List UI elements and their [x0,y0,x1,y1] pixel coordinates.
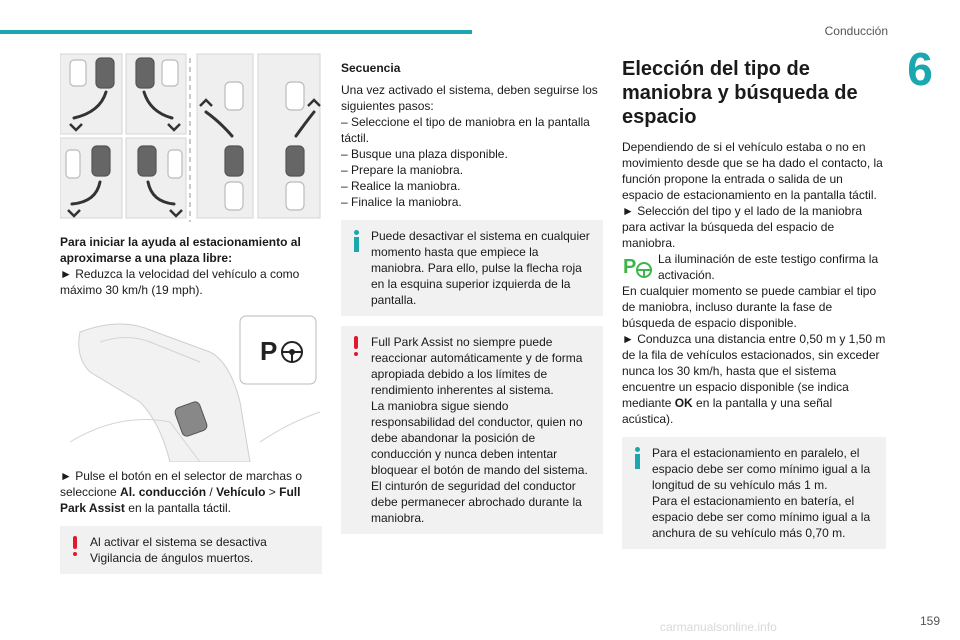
indicator-text: La iluminación de este testigo confirma la activación. [658,252,879,282]
ok-label: OK [674,396,693,410]
sequence-item: – Busque una plaza disponible. [341,147,508,161]
sequence-item: – Prepare la maniobra. [341,163,464,177]
paragraph: En cualquier momento se puede cambiar el tipo de maniobra, incluso durante la fase de búsqueda de espacio disponible. [622,284,877,330]
distance-text: ► Conduzca una distancia entre 0,50 m y 1,50 m de la fila de vehículos estacionados, sin exceder nunca los 30 km/h, hasta que el sistema encuentre un espacio disponible (se indica mediante [622,332,886,410]
column-left [60,52,322,574]
step2-text: ► Pulse el botón en el selector de marchas o seleccione [60,469,303,499]
page-number: 159 [919,614,940,628]
separator: > [265,485,280,499]
info-icon [351,230,361,252]
info-note-space [622,437,886,549]
warning-note-limits [341,326,603,534]
menu-vehicle: Vehículo [216,485,266,499]
step-press-button [60,468,322,516]
step-reduce-speed: ► Reduzca la velocidad del vehículo a como máximo 30 km/h (19 mph). [60,267,300,297]
section-heading: Elección del tipo de maniobra y búsqueda de espacio [622,58,858,128]
separator: / [206,485,217,499]
info-text: Para el estacionamiento en batería, el espacio debe ser como mínimo igual a la anchura de su vehículo más 0,70 m. [652,494,871,540]
parking-maneuver-diagram [60,52,322,224]
svg-text:P: P [260,336,278,366]
paragraph-distance [622,331,886,427]
info-text: Para el estacionamiento en paralelo, el espacio debe ser como mínimo igual a la longitud de su vehículo más 1 m. [652,446,871,492]
warning-note-blind-spot [60,526,322,574]
menu-full-park-assist: Full Park Assist [60,485,301,515]
menu-driving: Al. conducción [120,485,207,499]
park-assist-indicator-icon [622,253,654,281]
warning-text: Al activar el sistema se desactiva Vigilancia de ángulos muertos. [90,535,267,565]
warning-icon [70,536,80,558]
chapter-number: 6 [907,43,933,95]
info-note-deactivate [341,220,603,316]
gear-selector-icon [60,312,322,462]
distance-end: en la pantalla y una señal acústica). [622,396,833,426]
warning-icon [351,336,361,358]
sequence-title: Secuencia [341,61,401,75]
parking-diagram-icon [60,52,322,224]
watermark: carmanualsonline.info [660,620,777,634]
start-title: Para iniciar la ayuda al estacionamiento al aproximarse a una plaza libre: [60,235,301,265]
warning-text: El cinturón de seguridad del conductor debe permanecer abrochado durante la maniobra. [371,479,582,525]
paragraph: Dependiendo de si el vehículo estaba o no en movimiento desde que se ha dado el contacto, la función propone la entrada o salida de un espacio de estacionamiento en la pantalla táctil. [622,140,883,202]
gear-selector-figure [60,312,322,462]
header-accent-bar [0,30,472,34]
column-right [622,57,886,549]
info-icon [632,447,642,469]
svg-text:P: P [623,256,637,278]
warning-text: La maniobra sigue siendo responsabilidad del conductor, quien no debe abandonar la posición de conducción y nunca deben intentar bloquear el botón de mando del sistema. [371,399,588,477]
column-middle [341,60,603,534]
info-text: Puede desactivar el sistema en cualquier momento hasta que empiece la maniobra. Para ello, pulse la flecha roja en la esquina superior izquierda de la pantalla. [371,229,590,307]
sequence-item: – Seleccione el tipo de maniobra en la pantalla táctil. [341,115,590,145]
warning-text: Full Park Assist no siempre puede reaccionar automáticamente y de forma apropiada debido a los límites de rendimiento inherentes al sistema. [371,335,583,397]
section-title: Conducción [824,24,888,38]
step2-end: en la pantalla táctil. [124,501,232,515]
sequence-item: – Realice la maniobra. [341,179,461,193]
indicator-row [622,251,886,283]
sequence-intro: Una vez activado el sistema, deben seguirse los siguientes pasos: [341,83,598,113]
sequence-item: – Finalice la maniobra. [341,195,462,209]
paragraph: ► Selección del tipo y el lado de la maniobra para activar la búsqueda del espacio de maniobra. [622,204,863,250]
